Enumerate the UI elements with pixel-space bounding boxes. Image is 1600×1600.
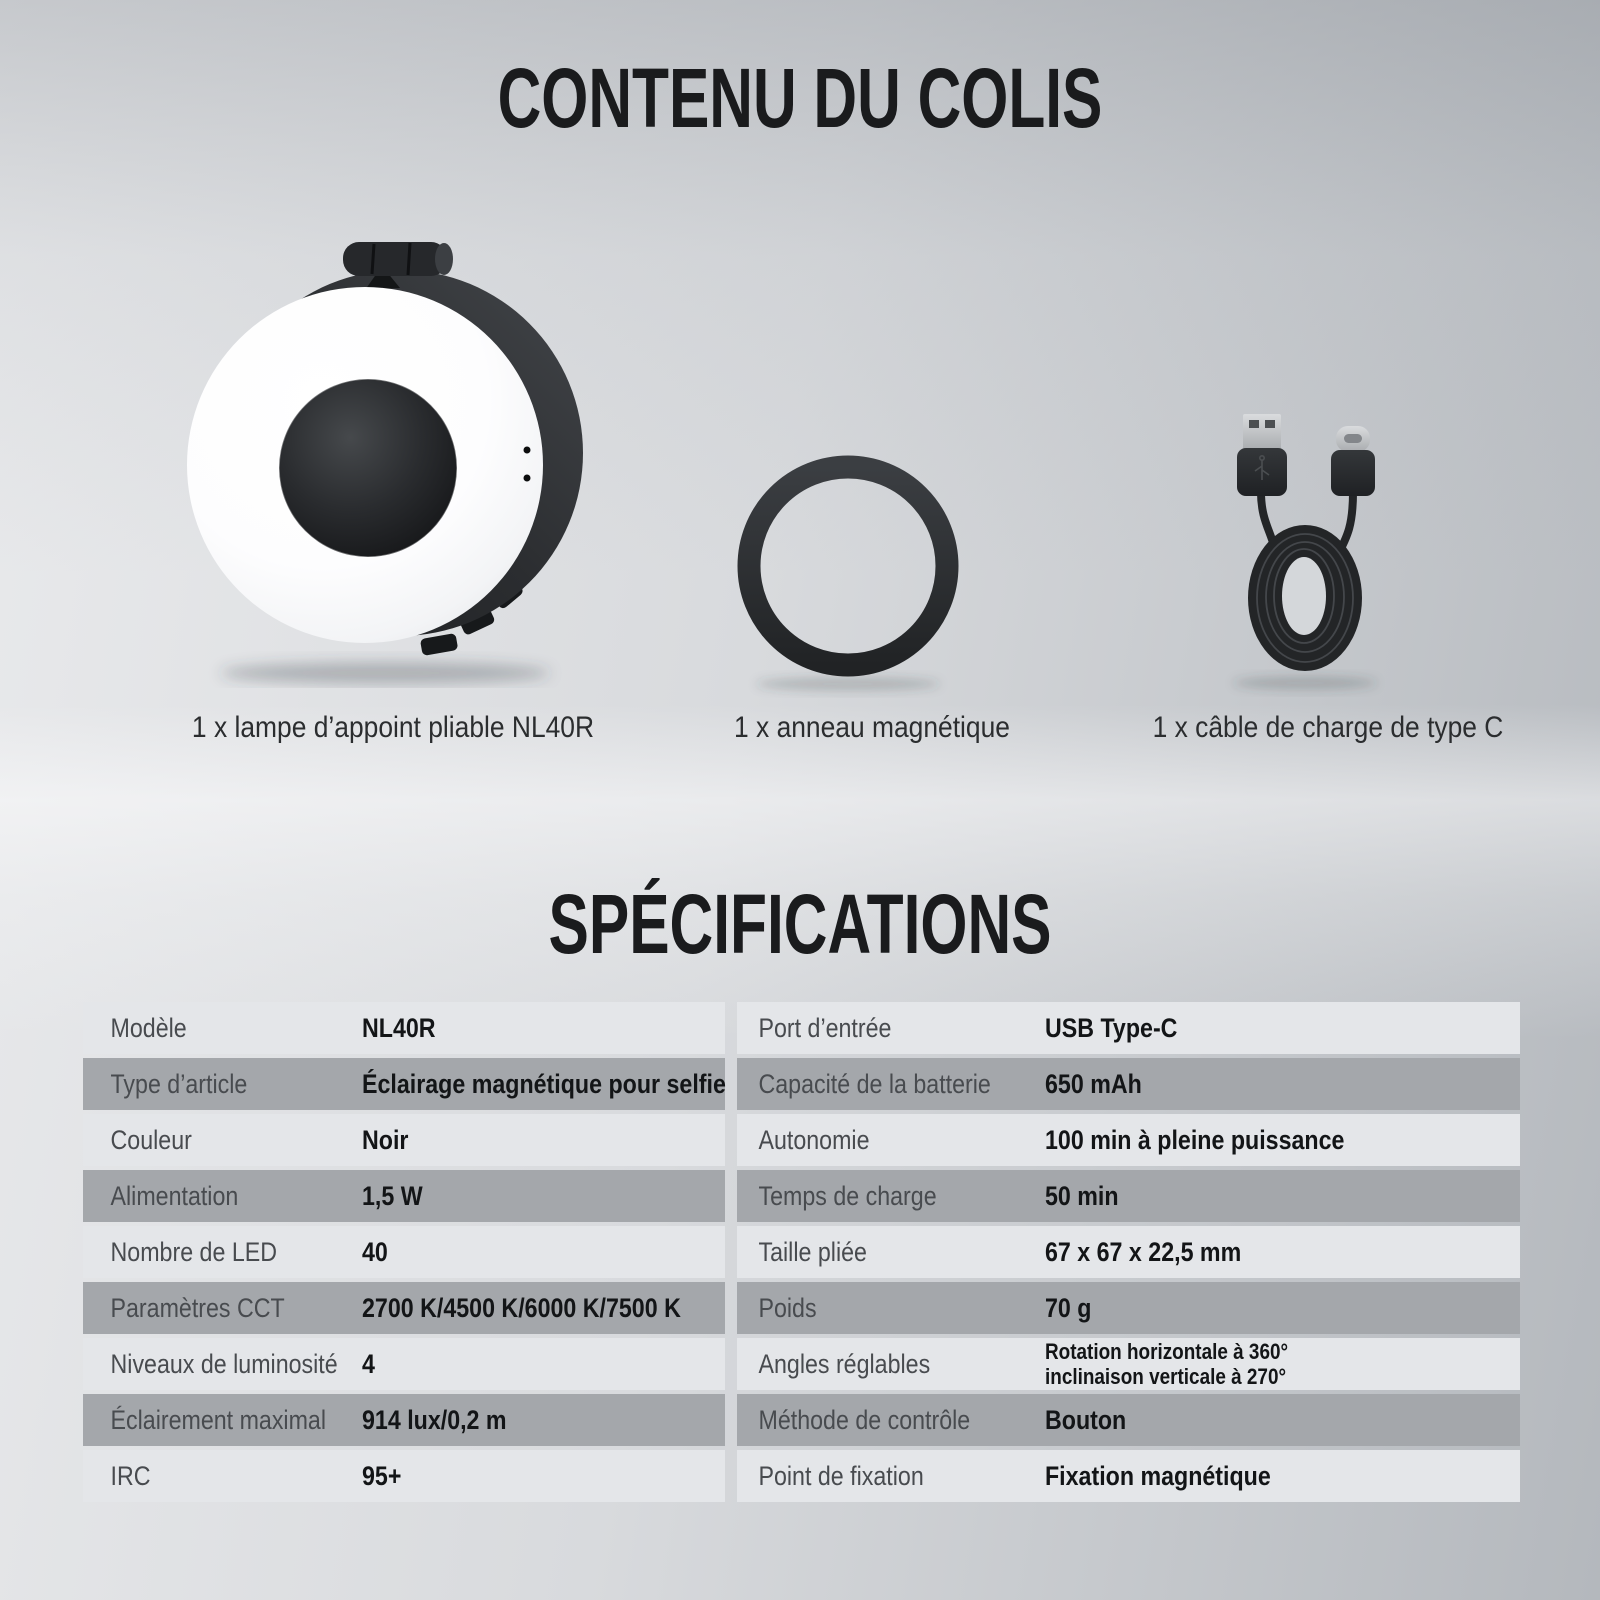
spec-label: Nombre de LED [110,1236,278,1267]
spec-value: Fixation magnétique [1045,1460,1271,1491]
ring-light-image [160,218,590,688]
spec-row-taille-pliee [737,1226,1520,1278]
side-hole [524,475,531,482]
spec-row-angles-reglables [737,1338,1520,1390]
section-title-specifications: SPÉCIFICATIONS [548,877,1052,971]
spec-value: Bouton [1045,1404,1127,1435]
spec-label: Couleur [110,1124,192,1155]
spec-row-modele [83,1002,725,1054]
spec-row-point-fixation [737,1450,1520,1502]
spec-row-temps-charge [737,1170,1520,1222]
cable-coil [1248,525,1362,671]
spec-row-alimentation [83,1170,725,1222]
spec-row-eclairement-maximal [83,1394,725,1446]
spec-row-nombre-led [83,1226,725,1278]
item-caption-usb-cable: 1 x câble de charge de type C [1152,711,1504,744]
spec-value: 70 g [1045,1292,1092,1323]
spec-row-capacite-batterie [737,1058,1520,1110]
spec-label: Alimentation [110,1180,239,1211]
spec-value: 4 [362,1348,375,1379]
hinge [343,242,453,276]
shadow [1233,676,1377,690]
usb-a-connector [1237,414,1287,496]
spec-row-autonomie [737,1114,1520,1166]
spec-value: 95+ [362,1460,402,1491]
spec-row-couleur [83,1114,725,1166]
spec-label: Capacité de la batterie [758,1068,991,1099]
spec-label: Point de fixation [758,1460,924,1491]
spec-label: Éclairement maximal [110,1404,327,1435]
spec-value-line2: inclinaison verticale à 270° [1045,1364,1287,1389]
center-disc [279,379,457,557]
spec-row-port-entree [737,1002,1520,1054]
item-caption-magnetic-ring: 1 x anneau magnétique [734,711,1010,744]
spec-value: 1,5 W [362,1180,423,1211]
spec-label: Port d’entrée [758,1012,892,1043]
spec-label: Paramètres CCT [110,1292,285,1323]
spec-value: Noir [362,1124,409,1155]
spec-table-left [83,1002,725,1506]
spec-row-parametres-cct [83,1282,725,1334]
spec-value: 100 min à pleine puissance [1045,1124,1345,1155]
spec-label: Temps de charge [758,1180,937,1211]
spec-row-irc [83,1450,725,1502]
spec-value: 914 lux/0,2 m [362,1404,507,1435]
spec-label: Autonomie [758,1124,870,1155]
spec-label: Modèle [110,1012,187,1043]
spec-value: 650 mAh [1045,1068,1142,1099]
spec-value-line1: Rotation horizontale à 360° [1045,1339,1289,1364]
side-hole [524,447,531,454]
spec-value: 50 min [1045,1180,1119,1211]
spec-value: 40 [362,1236,388,1267]
magnetic-ring-image [718,438,978,698]
spec-row-niveaux-luminosite [83,1338,725,1390]
spec-value: 67 x 67 x 22,5 mm [1045,1236,1242,1267]
spec-row-type-article [83,1058,725,1110]
shadow [220,662,550,684]
section-title-package-contents: CONTENU DU COLIS [497,51,1103,145]
spec-value: NL40R [362,1012,436,1043]
usb-c-connector [1331,426,1375,496]
spec-label: Méthode de contrôle [758,1404,971,1435]
spec-value: USB Type-C [1045,1012,1178,1043]
spec-label: Taille pliée [758,1236,867,1267]
spec-label: Poids [758,1292,817,1323]
usb-cable-image [1190,400,1430,700]
spec-value: Éclairage magnétique pour selfie [362,1068,726,1099]
shadow [756,677,940,691]
spec-row-poids [737,1282,1520,1334]
spec-label: Niveaux de luminosité [110,1348,338,1379]
item-caption-ring-light: 1 x lampe d’appoint pliable NL40R [191,711,595,744]
spec-label: Type d’article [110,1068,248,1099]
spec-value: 2700 K/4500 K/6000 K/7500 K [362,1292,681,1323]
spec-value [1045,1339,1454,1389]
spec-table-right [737,1002,1520,1506]
spec-label: IRC [110,1460,151,1491]
spec-row-methode-controle [737,1394,1520,1446]
spec-label: Angles réglables [758,1348,931,1379]
magnet-ring [749,467,947,665]
